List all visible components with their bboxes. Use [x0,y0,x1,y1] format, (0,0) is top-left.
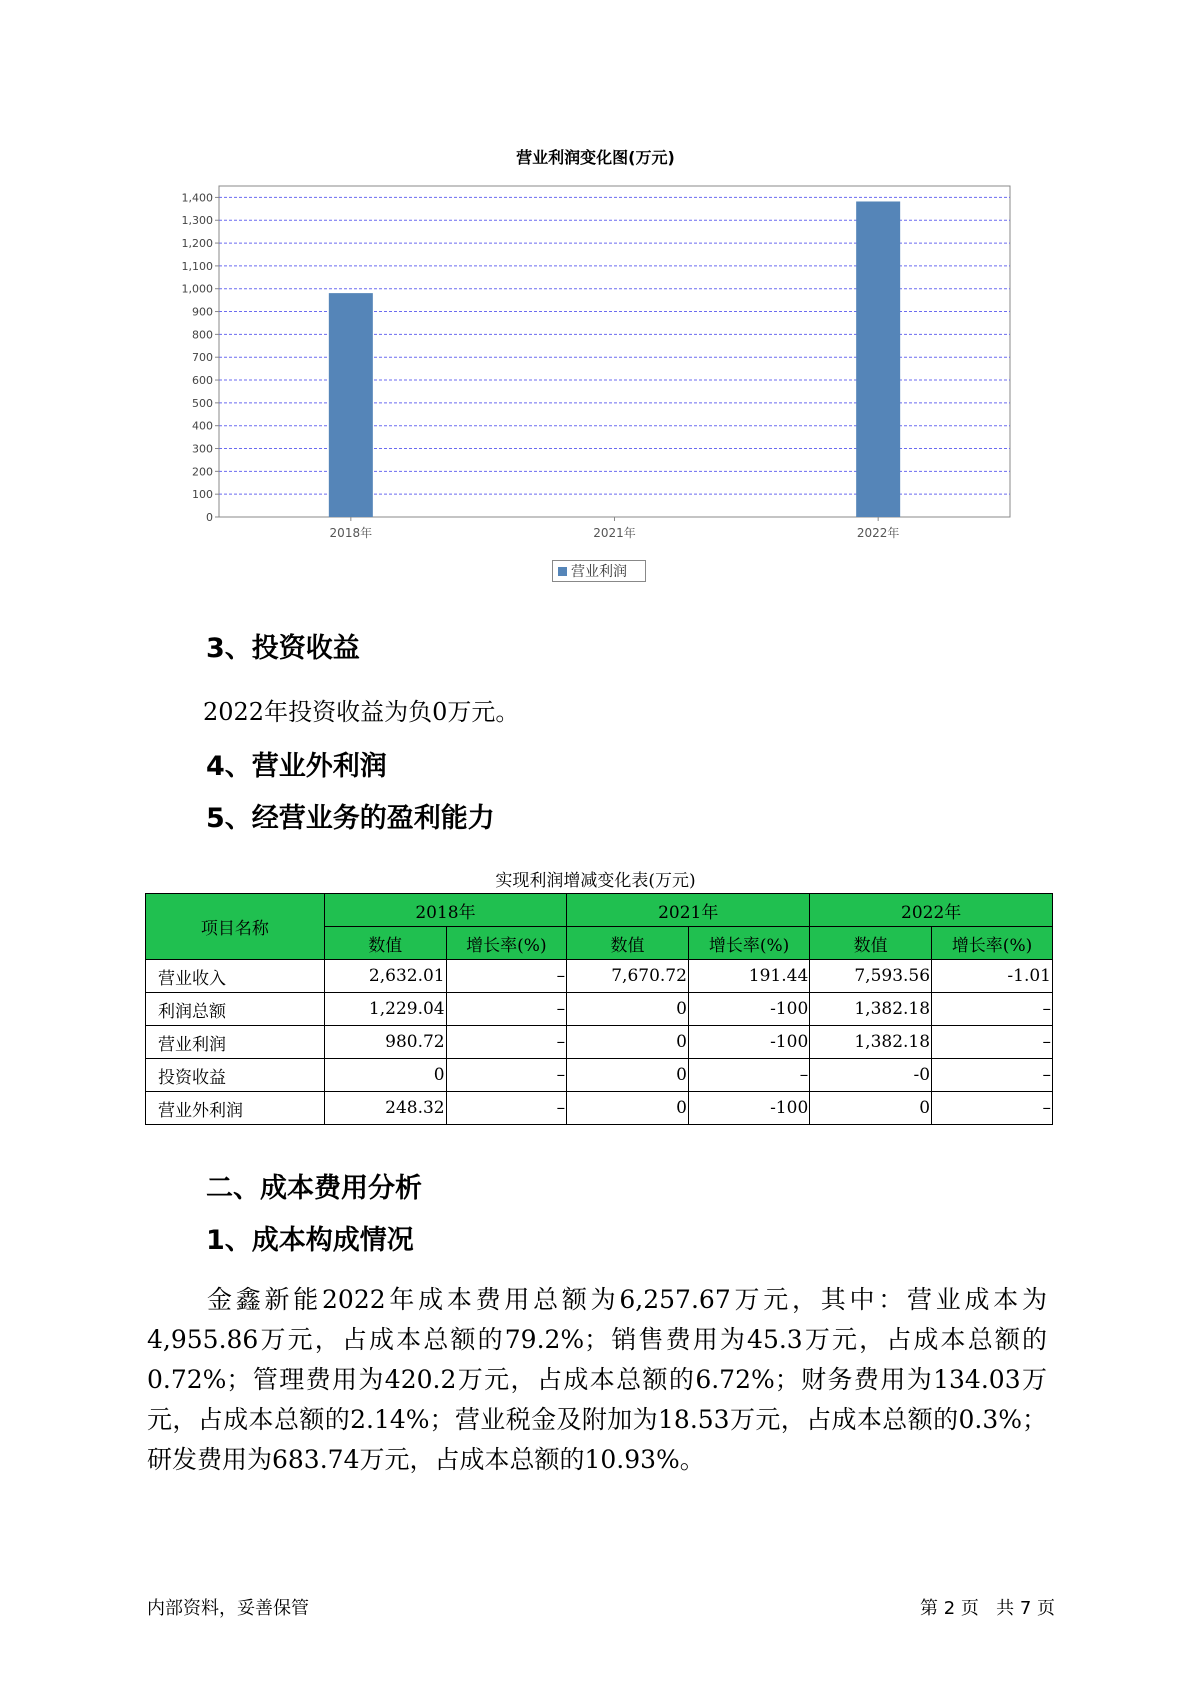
y-tick-label: 100 [192,488,213,502]
value-header: 数值 [810,927,932,960]
year-header: 2018年 [324,894,566,927]
value-cell: 7,670.72 [567,960,689,993]
y-tick-label: 300 [192,442,213,456]
row-label: 营业收入 [146,960,325,993]
growth-cell: – [932,993,1053,1026]
value-cell: 0 [567,1026,689,1059]
table-row [146,960,1053,993]
heading-cost-analysis: 二、成本费用分析 [206,1173,422,1204]
cost-paragraph: 金鑫新能2022年成本费用总额为6,257.67万元，其中：营业成本为4,955.86万元，占成本总额的79.2%；销售费用为45.3万元，占成本总额的0.72%；管理费用为420.2万元，占成本总额的6.72%；财务费用为134.03万元，占成本总额的2.14%；营业税金及附加为18.53万元，占成本总额的0.3%；研发费用为683.74万元，占成本总额的10.93%。 [147,1285,1047,1474]
y-tick-label: 1,400 [181,191,213,205]
value-cell: 2,632.01 [324,960,446,993]
value-cell: 7,593.56 [810,960,932,993]
table-row [146,1059,1053,1092]
col-item-header: 项目名称 [146,894,325,960]
footer-page-number: 第 2 页 共 7 页 [920,1598,1055,1619]
value-cell: 0 [324,1059,446,1092]
growth-cell: – [446,1092,567,1125]
chart-legend [552,560,646,582]
footer-confidential: 内部资料，妥善保管 [147,1598,309,1619]
growth-header: 增长率(%) [932,927,1053,960]
heading-non-operating-profit: 4、营业外利润 [206,751,387,782]
y-tick-label: 700 [192,351,213,365]
growth-cell: -100 [688,1026,809,1059]
growth-cell: -100 [688,993,809,1026]
legend-swatch [558,567,567,576]
y-tick-label: 800 [192,328,213,342]
x-tick-label: 2021年 [593,526,636,540]
y-tick-label: 1,000 [181,282,213,296]
heading-investment-income: 3、投资收益 [206,633,360,664]
y-tick-label: 0 [206,511,213,524]
growth-cell: – [446,960,567,993]
value-cell: 0 [567,1092,689,1125]
row-label: 营业外利润 [146,1092,325,1125]
year-header: 2021年 [567,894,810,927]
x-tick-label: 2022年 [856,526,900,540]
bar [329,293,373,517]
table-row [146,1092,1053,1125]
y-tick-label: 600 [192,374,213,388]
table-row [146,993,1053,1026]
value-cell: 980.72 [324,1026,446,1059]
growth-cell: – [446,1026,567,1059]
value-cell: -0 [810,1059,932,1092]
growth-cell: – [446,1059,567,1092]
value-cell: 0 [567,993,689,1026]
x-tick-label: 2018年 [329,526,373,540]
year-header: 2022年 [810,894,1053,927]
y-tick-label: 1,200 [181,237,213,251]
value-cell: 1,382.18 [810,993,932,1026]
growth-header: 增长率(%) [446,927,567,960]
growth-cell: – [932,1026,1053,1059]
row-label: 投资收益 [146,1059,325,1092]
bar [856,201,900,517]
value-cell: 1,382.18 [810,1026,932,1059]
operating-profit-chart [0,0,1191,560]
growth-cell: – [932,1092,1053,1125]
heading-profitability: 5、经营业务的盈利能力 [206,803,495,834]
legend-label: 营业利润 [571,564,627,580]
profit-change-table [145,893,1053,1125]
table-caption: 实现利润增减变化表(万元) [495,871,696,891]
y-tick-label: 500 [192,396,213,410]
table-row [146,1026,1053,1059]
chart-title: 营业利润变化图(万元) [516,148,675,167]
growth-header: 增长率(%) [688,927,809,960]
y-tick-label: 400 [192,419,213,433]
growth-cell: -100 [688,1092,809,1125]
growth-cell: – [688,1059,809,1092]
value-cell: 248.32 [324,1092,446,1125]
row-label: 利润总额 [146,993,325,1026]
y-tick-label: 1,300 [181,214,213,228]
y-tick-label: 200 [192,465,213,479]
value-cell: 1,229.04 [324,993,446,1026]
growth-cell: -1.01 [932,960,1053,993]
y-tick-label: 900 [192,305,213,319]
value-cell: 0 [567,1059,689,1092]
value-header: 数值 [324,927,446,960]
growth-cell: 191.44 [688,960,809,993]
growth-cell: – [446,993,567,1026]
y-tick-label: 1,100 [181,259,213,273]
value-header: 数值 [567,927,689,960]
heading-cost-structure: 1、成本构成情况 [206,1225,414,1256]
value-cell: 0 [810,1092,932,1125]
row-label: 营业利润 [146,1026,325,1059]
growth-cell: – [932,1059,1053,1092]
investment-income-text: 2022年投资收益为负0万元。 [203,698,520,726]
